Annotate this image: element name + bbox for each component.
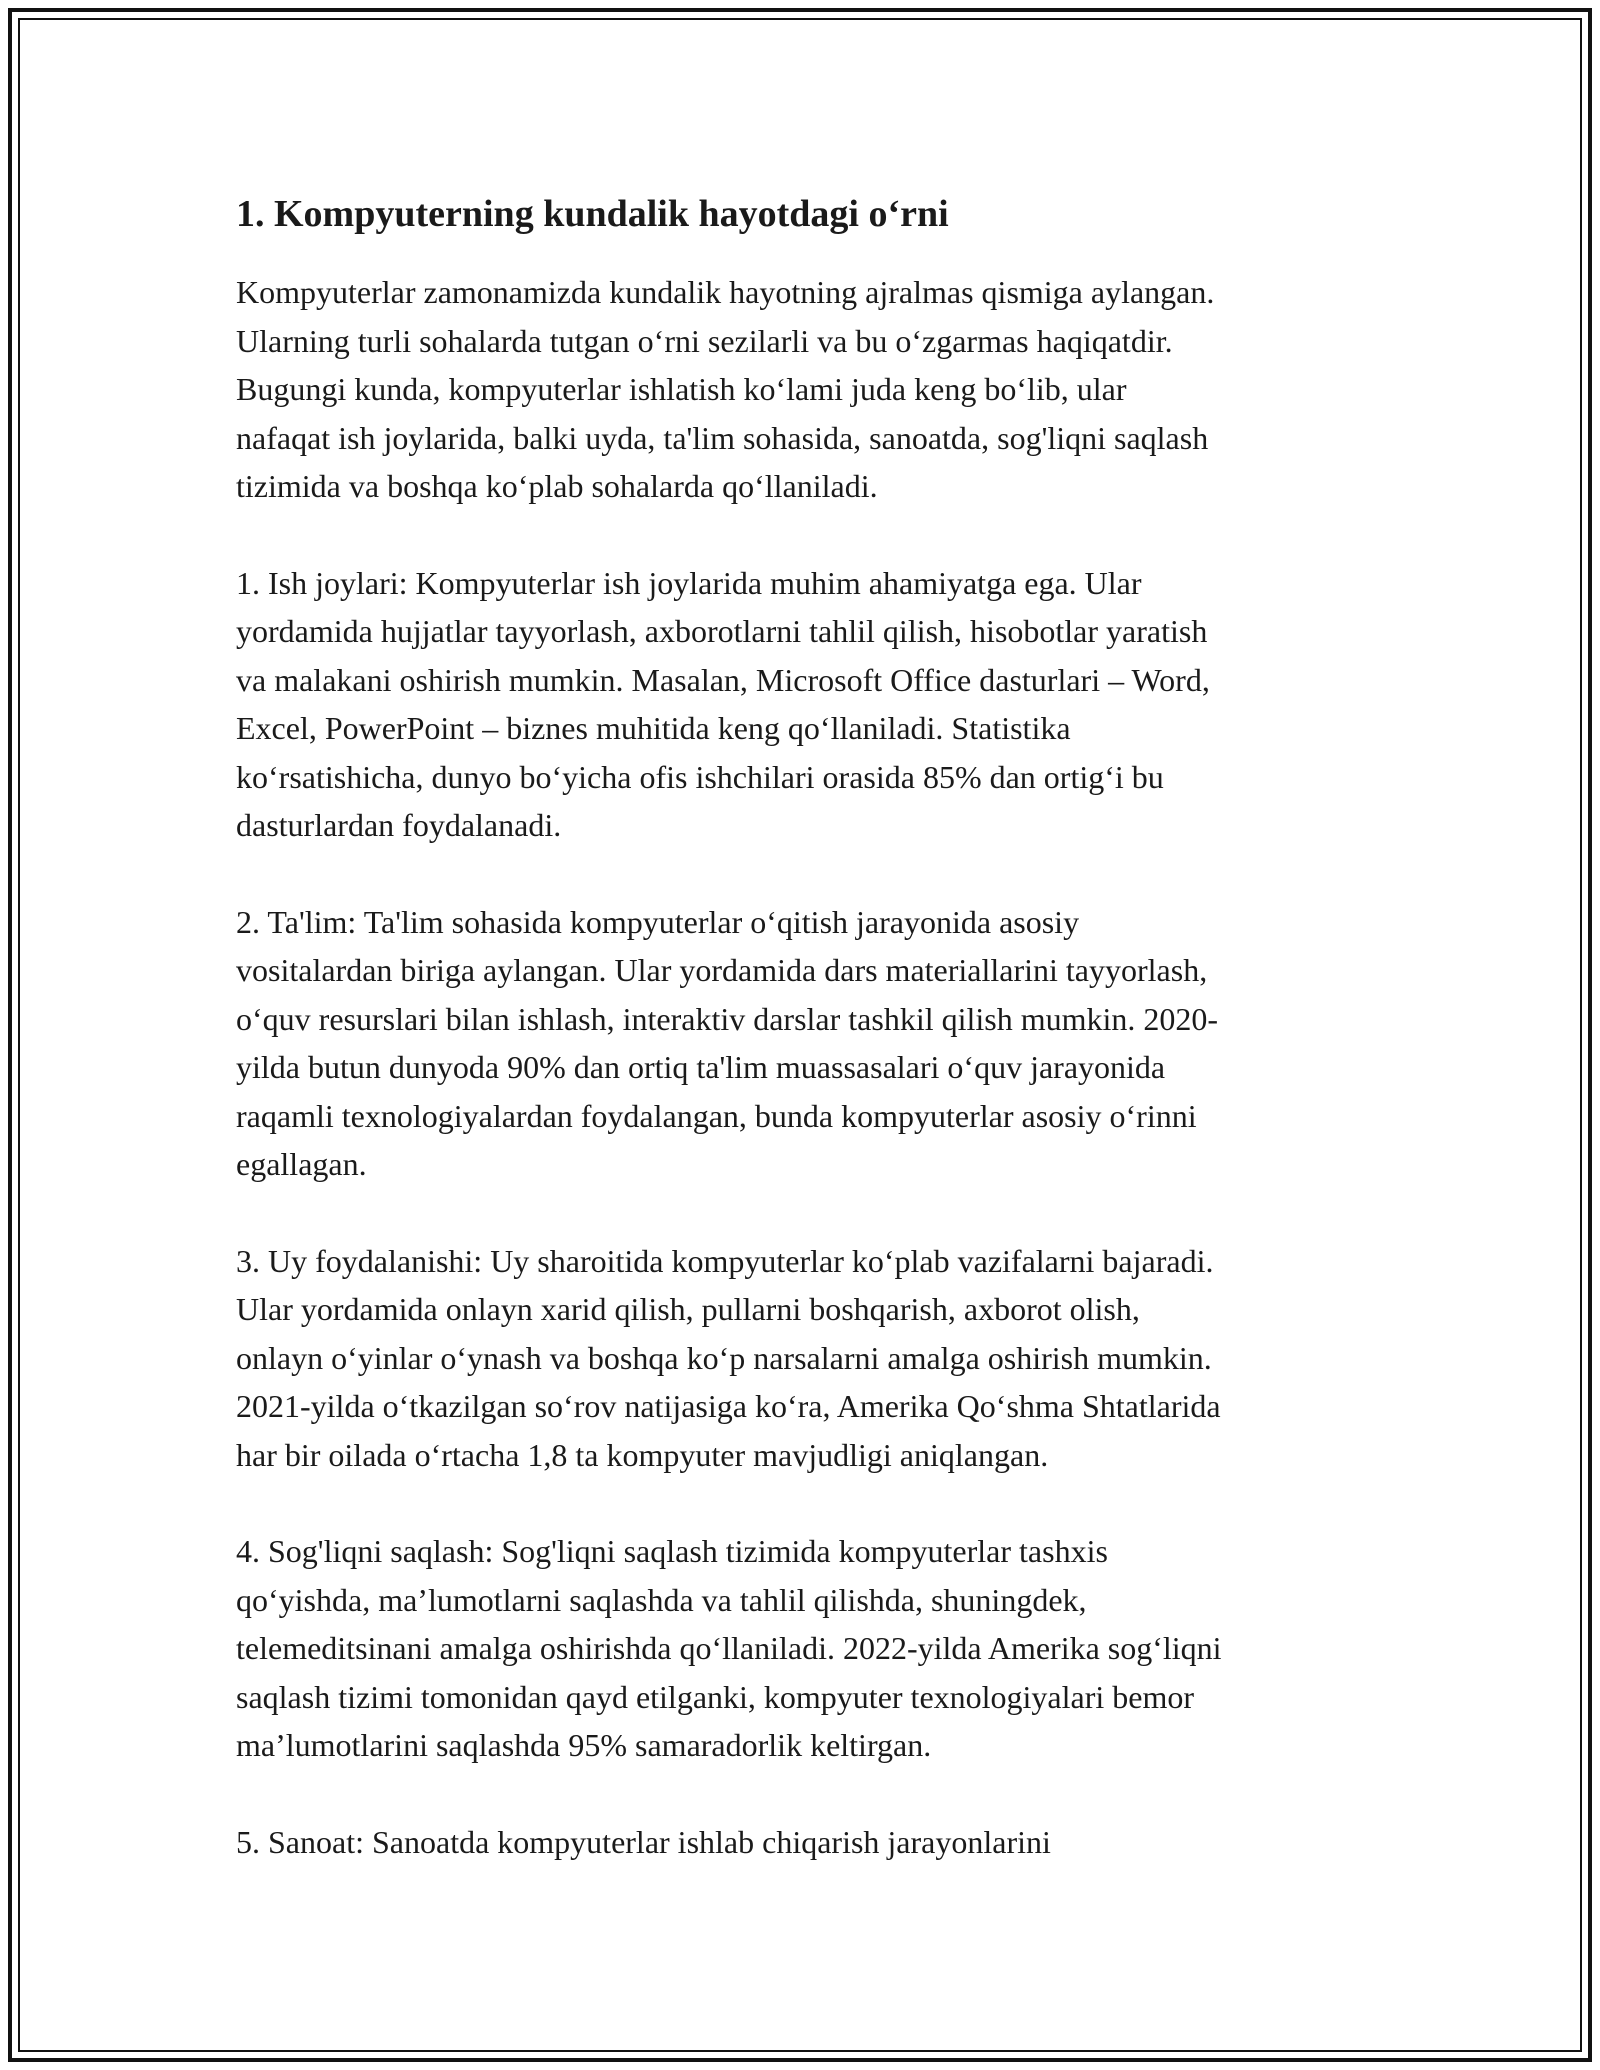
document-title: 1. Kompyuterning kundalik hayotdagi o‘rni [236,193,949,235]
paragraph-education: 2. Ta'lim: Ta'lim sohasida kompyuterlar o‘qitish jarayonida asosiy vositalardan biriga aylangan. Ular yordamida dars materiallarini tayyorlash, o‘quv resurslari bilan ishlash, interaktiv darslar tashkil qilish mumkin. 2020- yilda butun dunyoda 90% dan ortiq ta'lim muassasalari o‘quv jarayonida raqamli texnologiyalardan foydalangan, bunda kompyuterlar asosiy o‘rinni egallagan. [236,903,1219,1182]
paragraph-healthcare: 4. Sog'liqni saqlash: Sog'liqni saqlash tizimida kompyuterlar tashxis qo‘yishda, ma’lumotlarni saqlashda va tahlil qilishda, shuningdek, telemeditsinani amalga oshirishda qo‘llaniladi. 2022-yilda Amerika sog‘liqni saqlash tizimi tomonidan qayd etilganki, kompyuter texnologiyalari bemor ma’lumotlarini saqlashda 95% samaradorlik keltirgan. [236,1533,1222,1763]
paragraph-intro: Kompyuterlar zamonamizda kundalik hayotning ajralmas qismiga aylangan. Ularning turli sohalarda tutgan o‘rni sezilarli va bu o‘zgarmas haqiqatdir. Bugungi kunda, kompyuterlar ishlatish ko‘lami juda keng bo‘lib, ular nafaqat ish joylarida, balki uyda, ta'lim sohasida, sanoatda, sog'liqni saqlash tizimida va boshqa ko‘plab sohalarda qo‘llaniladi. [236,274,1215,504]
paragraph-industry: 5. Sanoat: Sanoatda kompyuterlar ishlab chiqarish jarayonlarini [236,1823,1051,1860]
paragraph-home-use: 3. Uy foydalanishi: Uy sharoitida kompyuterlar ko‘plab vazifalarni bajaradi. Ular yordamida onlayn xarid qilish, pullarni boshqarish, axborot olish, onlayn o‘yinlar o‘ynash va boshqa ko‘p narsalarni amalga oshirish mumkin. 2021-yilda o‘tkazilgan so‘rov natijasiga ko‘ra, Amerika Qo‘shma Shtatlarida har bir oilada o‘rtacha 1,8 ta kompyuter mavjudligi aniqlangan. [236,1242,1221,1473]
paragraph-work-places: 1. Ish joylari: Kompyuterlar ish joylarida muhim ahamiyatga ega. Ular yordamida hujjatlar tayyorlash, axborotlarni tahlil qilish, hisobotlar yaratish va malakani oshirish mumkin. Masalan, Microsoft Office dasturlari – Word, Excel, PowerPoint – biznes muhitida keng qo‘llaniladi. Statistika ko‘rsatishicha, dunyo bo‘yicha ofis ishchilari orasida 85% dan ortig‘i bu dasturlardan foydalanadi. [236,564,1210,843]
document-page [236,184,1386,1914]
